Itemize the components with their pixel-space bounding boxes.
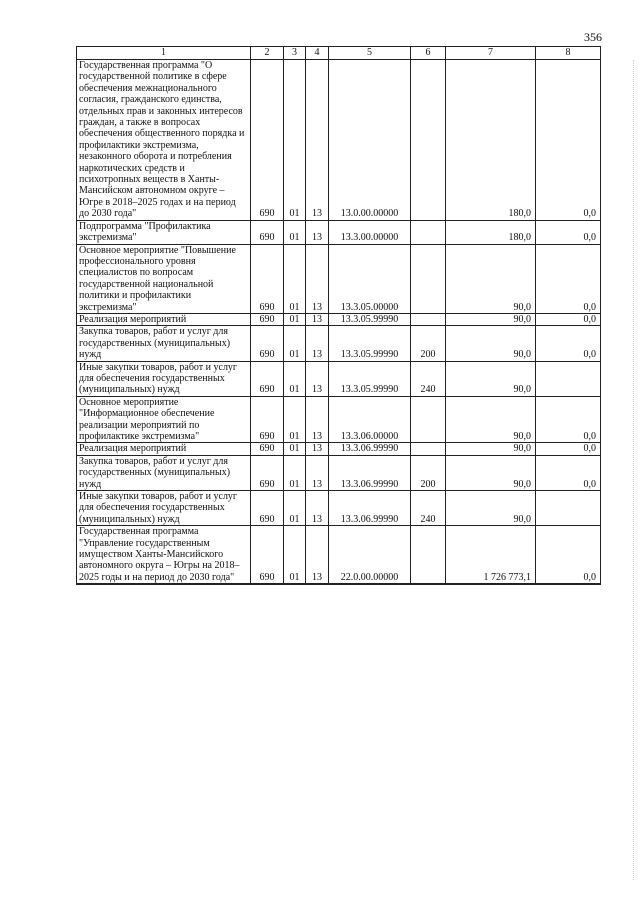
cell-col3: 01 [284,396,306,443]
header-cell: 8 [536,47,601,60]
cell-col3: 01 [284,326,306,361]
cell-col6 [411,220,446,244]
cell-col6: 200 [411,326,446,361]
cell-col5: 13.3.05.99990 [329,313,411,325]
cell-col4: 13 [306,396,329,443]
table-row [77,396,601,443]
cell-col8 [536,491,601,526]
cell-col8: 0,0 [536,526,601,584]
cell-col5: 13.3.05.00000 [329,244,411,313]
cell-col8: 0,0 [536,326,601,361]
cell-col3 [284,584,306,585]
cell-col8: 0,0 [536,396,601,443]
cell-col8: 0,0 [536,455,601,490]
row-name: Закупка товаров, работ и услуг для государственных (муниципальных) нужд [77,455,251,490]
table-row [77,584,601,585]
row-name: Подпрограмма "Профилактика экстремизма" [77,220,251,244]
cell-col5: 13.3.06.99990 [329,455,411,490]
cell-col7: 180,0 [446,220,536,244]
cell-col7: 90,0 [446,244,536,313]
cell-col6 [411,584,446,585]
cell-col2: 690 [251,526,284,584]
row-name: Государственная программа "Управление государственным имуществом Ханты-Мансийского автономного округа – Югры на 2018–2025 годы и на период до 2030 года" [77,526,251,584]
header-row [77,47,601,60]
cell-col6 [411,60,446,221]
header-cell: 5 [329,47,411,60]
cell-col5: 13.3.06.99990 [329,443,411,455]
cell-col4: 13 [306,455,329,490]
cell-col4: 13 [306,326,329,361]
cell-col2 [251,584,284,585]
cell-col8 [536,361,601,396]
cell-col4: 13 [306,361,329,396]
cell-col7: 90,0 [446,455,536,490]
table-row [77,60,601,221]
cell-col5: 13.3.05.99990 [329,326,411,361]
cell-col5: 13.0.00.00000 [329,60,411,221]
cell-col3: 01 [284,220,306,244]
cell-col3: 01 [284,526,306,584]
cell-col2: 690 [251,443,284,455]
row-name: Государственная программа "О государственной политике в сфере обеспечения межнационального согласия, гражданского единства, отдельных прав и законных интересов граждан, а также в вопросах обеспечения общественного порядка и профилактики экстремизма, незаконного оборота и потребления наркотических средств и психотропных веществ в Ханты-Мансийском автономном округе – Югре в 2018–2025 годах и на период до 2030 года" [77,60,251,221]
cell-col4 [306,584,329,585]
cell-col8: 0,0 [536,60,601,221]
table-row [77,526,601,584]
cell-col8: 0,0 [536,220,601,244]
header-cell: 3 [284,47,306,60]
table-row [77,220,601,244]
cell-col2: 690 [251,313,284,325]
cell-col7: 1 726 773,1 [446,526,536,584]
cell-col7: 90,0 [446,326,536,361]
cell-col2: 690 [251,220,284,244]
cell-col2: 690 [251,60,284,221]
cell-col2: 690 [251,361,284,396]
cell-col7: 90,0 [446,396,536,443]
cell-col6 [411,443,446,455]
row-name: Реализация мероприятий [77,443,251,455]
row-name: Основное мероприятие "Повышение профессионального уровня специалистов по вопросам государственной национальной политики и профилактики экстремизма" [77,244,251,313]
row-name: Закупка товаров, работ и услуг для государственных (муниципальных) нужд [77,326,251,361]
header-cell: 2 [251,47,284,60]
cell-col7: 90,0 [446,361,536,396]
cell-col3: 01 [284,455,306,490]
cell-col5: 13.3.06.00000 [329,396,411,443]
header-cell: 1 [77,47,251,60]
row-name: Иные закупки товаров, работ и услуг для обеспечения государственных (муниципальных) нужд [77,491,251,526]
page-number: 356 [584,30,602,44]
table-row [77,326,601,361]
header-cell: 4 [306,47,329,60]
cell-col2: 690 [251,455,284,490]
cell-col6 [411,396,446,443]
cell-col6: 240 [411,491,446,526]
cell-col6 [411,526,446,584]
cell-col6 [411,313,446,325]
table-row [77,443,601,455]
cell-col3: 01 [284,491,306,526]
cell-col5 [329,584,411,585]
cell-col5: 13.3.06.99990 [329,491,411,526]
cell-col7: 90,0 [446,443,536,455]
cell-col7 [446,584,536,585]
cell-col6 [411,244,446,313]
table-row [77,491,601,526]
cell-col8 [536,584,601,585]
cell-col5: 22.0.00.00000 [329,526,411,584]
cell-col7: 180,0 [446,60,536,221]
table-row [77,361,601,396]
header-cell: 7 [446,47,536,60]
cell-col7: 90,0 [446,313,536,325]
row-name: Основное мероприятие "Информационное обеспечение реализации мероприятий по профилактике экстремизма" [77,396,251,443]
cell-col3: 01 [284,443,306,455]
cell-col4: 13 [306,313,329,325]
row-name: Иные закупки товаров, работ и услуг для обеспечения государственных (муниципальных) нужд [77,361,251,396]
cell-col3: 01 [284,361,306,396]
cell-col4: 13 [306,244,329,313]
cell-col5: 13.3.05.99990 [329,361,411,396]
cell-col8: 0,0 [536,313,601,325]
cell-col4: 13 [306,220,329,244]
cell-col4: 13 [306,526,329,584]
table-row [77,455,601,490]
row-name [77,584,251,585]
cell-col2: 690 [251,396,284,443]
cell-col8: 0,0 [536,443,601,455]
cell-col5: 13.3.00.00000 [329,220,411,244]
cell-col3: 01 [284,60,306,221]
cell-col6: 200 [411,455,446,490]
cell-col4: 13 [306,491,329,526]
table-row [77,313,601,325]
scan-edge-marks [633,60,636,880]
budget-table [76,46,601,585]
cell-col7: 90,0 [446,491,536,526]
table-row [77,244,601,313]
cell-col3: 01 [284,244,306,313]
cell-col8: 0,0 [536,244,601,313]
row-name: Реализация мероприятий [77,313,251,325]
cell-col3: 01 [284,313,306,325]
cell-col4: 13 [306,60,329,221]
cell-col2: 690 [251,491,284,526]
cell-col2: 690 [251,326,284,361]
cell-col6: 240 [411,361,446,396]
cell-col4: 13 [306,443,329,455]
header-cell: 6 [411,47,446,60]
cell-col2: 690 [251,244,284,313]
